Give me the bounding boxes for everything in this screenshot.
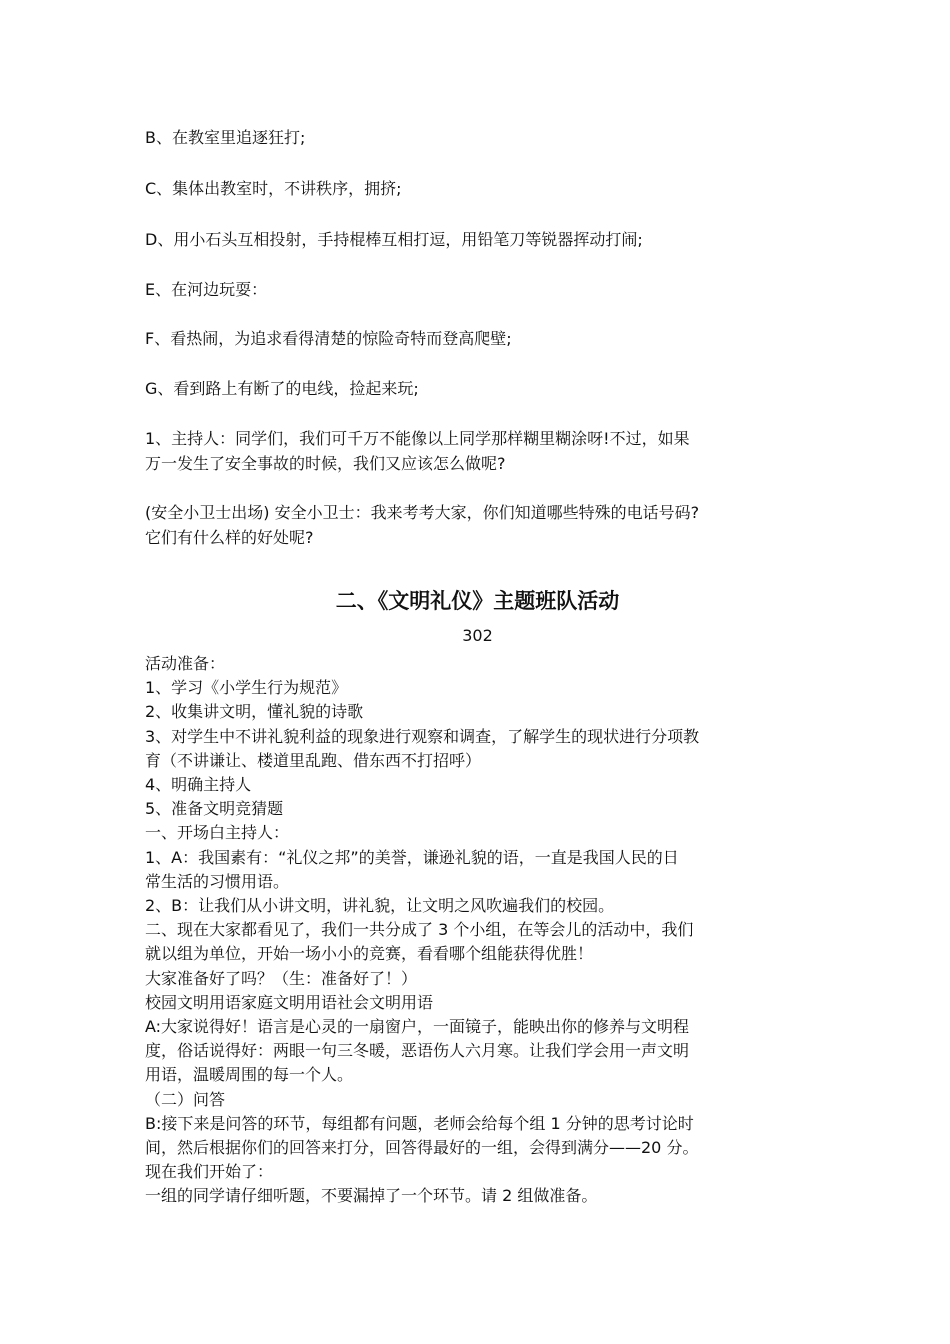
- body-line: 5、准备文明竞猜题: [145, 799, 284, 819]
- list-item-c: C、集体出教室时，不讲秩序，拥挤;: [145, 179, 402, 198]
- body-line: B:接下来是问答的环节，每组都有问题，老师会给每个组 1 分钟的思考讨论时: [145, 1113, 694, 1133]
- body-line: 1、A：我国素有：“礼仪之邦”的美誉，谦逊礼貌的语，一直是我国人民的日: [145, 847, 679, 867]
- list-item-f: F、看热闹，为追求看得清楚的惊险奇特而登高爬壁;: [145, 329, 512, 348]
- body-line: 常生活的习惯用语。: [145, 871, 290, 891]
- guard-line-2: 它们有什么样的好处呢?: [145, 528, 314, 547]
- guard-line-1: (安全小卫士出场) 安全小卫士：我来考考大家，你们知道哪些特殊的电话号码?: [145, 503, 700, 522]
- body-line: 2、收集讲文明，懂礼貌的诗歌: [145, 702, 364, 722]
- body-line: 4、明确主持人: [145, 775, 252, 794]
- body-line: 一组的同学请仔细听题，不要漏掉了一个环节。请 2 组做准备。: [145, 1186, 598, 1206]
- body-line: 2、B：让我们从小讲文明，讲礼貌，让文明之风吹遍我们的校园。: [145, 896, 615, 915]
- body-line: 就以组为单位，开始一场小小的竞赛，看看哪个组能获得优胜！: [145, 944, 594, 964]
- body-line: 现在我们开始了：: [145, 1162, 274, 1182]
- body-line: 大家准备好了吗？（生：准备好了！）: [145, 968, 418, 988]
- list-item-g: G、看到路上有断了的电线，捡起来玩;: [145, 379, 419, 398]
- body-line: 用语，温暖周围的每一个人。: [145, 1065, 354, 1085]
- body-line: 校园文明用语家庭文明用语社会文明用语: [145, 992, 434, 1012]
- body-line: 活动准备：: [145, 654, 226, 673]
- section-title: 二、《文明礼仪》主题班队活动: [335, 589, 620, 613]
- body-line: （二）问答: [145, 1089, 226, 1109]
- body-line: 1、学习《小学生行为规范》: [145, 678, 348, 698]
- list-item-e: E、在河边玩耍：: [145, 280, 268, 299]
- list-item-b: B、在教室里追逐狂打;: [145, 128, 306, 147]
- body-line: 度，俗话说得好：两眼一句三冬暖，恶语伤人六月寒。让我们学会用一声文明: [145, 1041, 690, 1061]
- host-line-2: 万一发生了安全事故的时候，我们又应该怎么做呢?: [145, 454, 506, 473]
- host-line-1: 1、主持人：同学们，我们可千万不能像以上同学那样糊里糊涂呀!不过，如果: [145, 429, 690, 448]
- body-line: 一、开场白主持人：: [145, 823, 290, 843]
- body-line: A:大家说得好！语言是心灵的一扇窗户，一面镜子，能映出你的修养与文明程: [145, 1017, 690, 1036]
- body-line: 3、对学生中不讲礼貌利益的现象进行观察和调查，了解学生的现状进行分项教: [145, 726, 700, 746]
- body-line: 育（不讲谦让、楼道里乱跑、借东西不打招呼）: [145, 750, 482, 770]
- list-item-d: D、用小石头互相投射，手持棍棒互相打逗，用铅笔刀等锐器挥动打闹;: [145, 230, 643, 249]
- class-number: 302: [462, 626, 493, 645]
- body-line: 二、现在大家都看见了，我们一共分成了 3 个小组，在等会儿的活动中，我们: [145, 920, 694, 940]
- body-line: 间，然后根据你们的回答来打分，回答得最好的一组，会得到满分——20 分。: [145, 1138, 699, 1157]
